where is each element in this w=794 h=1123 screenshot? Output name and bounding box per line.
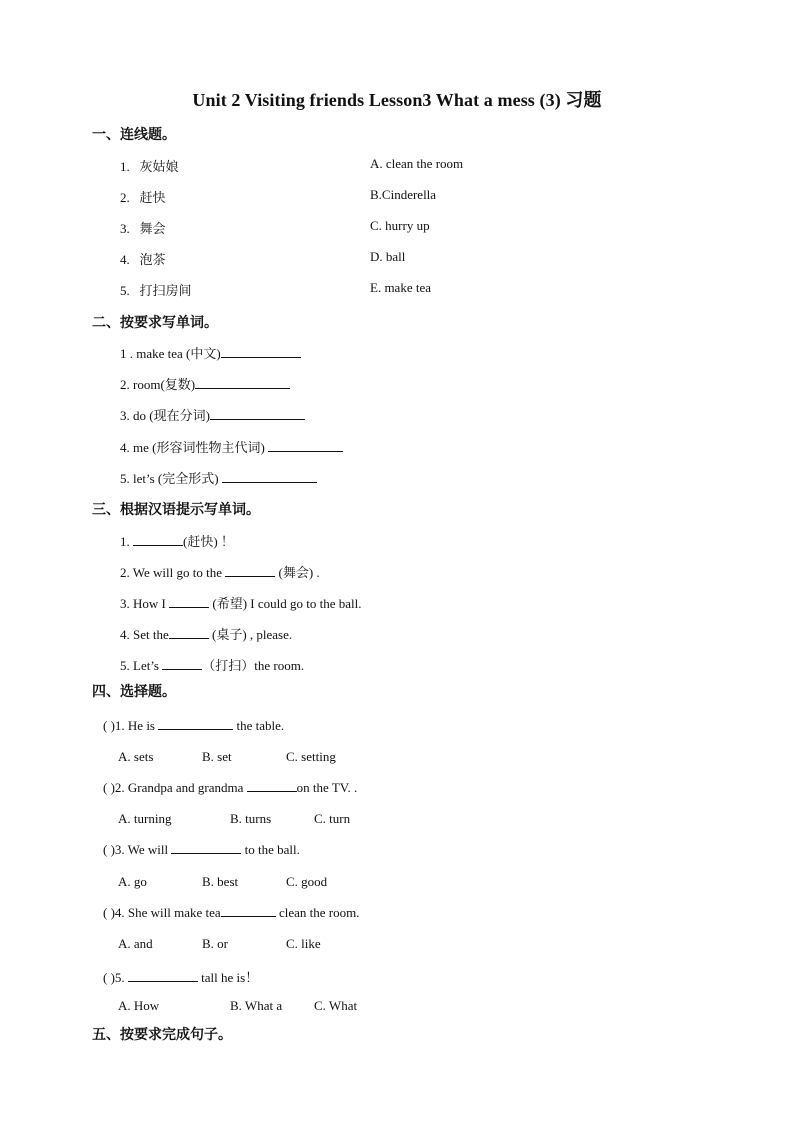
- choice-question: ( )2. Grandpa and grandma on the TV. .: [103, 780, 358, 795]
- choice-option: B. or: [202, 936, 228, 951]
- choice-question: ( )4. She will make tea clean the room.: [103, 905, 360, 920]
- match-left-item: 1. 灰姑娘: [120, 159, 179, 175]
- choice-option: A. How: [118, 998, 160, 1013]
- hint-item: 4. Set the (桌子) , please.: [120, 627, 293, 642]
- answer-blank[interactable]: [195, 377, 290, 389]
- choice-option: C. like: [286, 936, 321, 951]
- answer-blank[interactable]: [247, 780, 297, 792]
- choice-option: C. good: [286, 874, 328, 889]
- match-right-item: E. make tea: [370, 280, 431, 295]
- write-item: 3. do (现在分词): [120, 405, 305, 424]
- choice-option: C. turn: [314, 811, 351, 826]
- choice-option: B. What a: [230, 998, 283, 1013]
- match-left-item: 3. 舞会: [120, 221, 166, 237]
- match-left-item: 5. 打扫房间: [120, 283, 192, 299]
- write-item: 5. let’s (完全形式): [120, 468, 317, 487]
- hint-item: 3. How I (希望) I could go to the ball.: [120, 596, 362, 611]
- hint-item: 5. Let’s （打扫）the room.: [120, 658, 305, 673]
- choice-option: C. What: [314, 998, 358, 1013]
- choice-option: B. turns: [230, 811, 272, 826]
- choice-option: A. sets: [118, 749, 154, 764]
- section-heading-matching: 一、连线题。: [92, 127, 176, 143]
- answer-blank[interactable]: [133, 534, 183, 546]
- match-right-item: D. ball: [370, 249, 406, 264]
- choice-option: B. best: [202, 874, 239, 889]
- answer-blank[interactable]: [158, 718, 233, 730]
- choice-question: ( )1. He is the table.: [103, 718, 285, 733]
- match-right-item: B.Cinderella: [370, 187, 437, 202]
- choice-option: A. go: [118, 874, 147, 889]
- choice-question: ( )5. tall he is！: [103, 970, 259, 985]
- answer-blank[interactable]: [162, 658, 202, 670]
- match-left-item: 2. 赶快: [120, 190, 166, 206]
- choice-option: A. turning: [118, 811, 172, 826]
- section-heading-choice: 四、选择题。: [92, 684, 176, 700]
- answer-blank[interactable]: [169, 627, 209, 639]
- page-title: Unit 2 Visiting friends Lesson3 What a mess (3) 习题: [192, 90, 602, 110]
- answer-blank[interactable]: [221, 346, 301, 358]
- answer-blank[interactable]: [210, 408, 305, 420]
- hint-item: 2. We will go to the (舞会) .: [120, 565, 320, 580]
- choice-option: B. set: [202, 749, 232, 764]
- answer-blank[interactable]: [128, 970, 198, 982]
- section-heading-hints: 三、根据汉语提示写单词。: [92, 502, 260, 518]
- hint-item: 1. (赶快) ！: [120, 534, 234, 549]
- answer-blank[interactable]: [221, 905, 276, 917]
- section-heading-complete-sentences: 五、按要求完成句子。: [92, 1027, 232, 1043]
- answer-blank[interactable]: [171, 842, 241, 854]
- section-heading-write-words: 二、按要求写单词。: [92, 315, 218, 331]
- match-right-item: A. clean the room: [370, 156, 464, 171]
- match-right-item: C. hurry up: [370, 218, 430, 233]
- write-item: 4. me (形容词性物主代词): [120, 437, 343, 456]
- write-item: 1 . make tea (中文): [120, 343, 301, 362]
- answer-blank[interactable]: [225, 565, 275, 577]
- answer-blank[interactable]: [169, 596, 209, 608]
- choice-option: C. setting: [286, 749, 336, 764]
- answer-blank[interactable]: [268, 440, 343, 452]
- choice-question: ( )3. We will to the ball.: [103, 842, 300, 857]
- choice-option: A. and: [118, 936, 153, 951]
- answer-blank[interactable]: [222, 471, 317, 483]
- write-item: 2. room(复数): [120, 374, 290, 393]
- match-left-item: 4. 泡茶: [120, 252, 166, 268]
